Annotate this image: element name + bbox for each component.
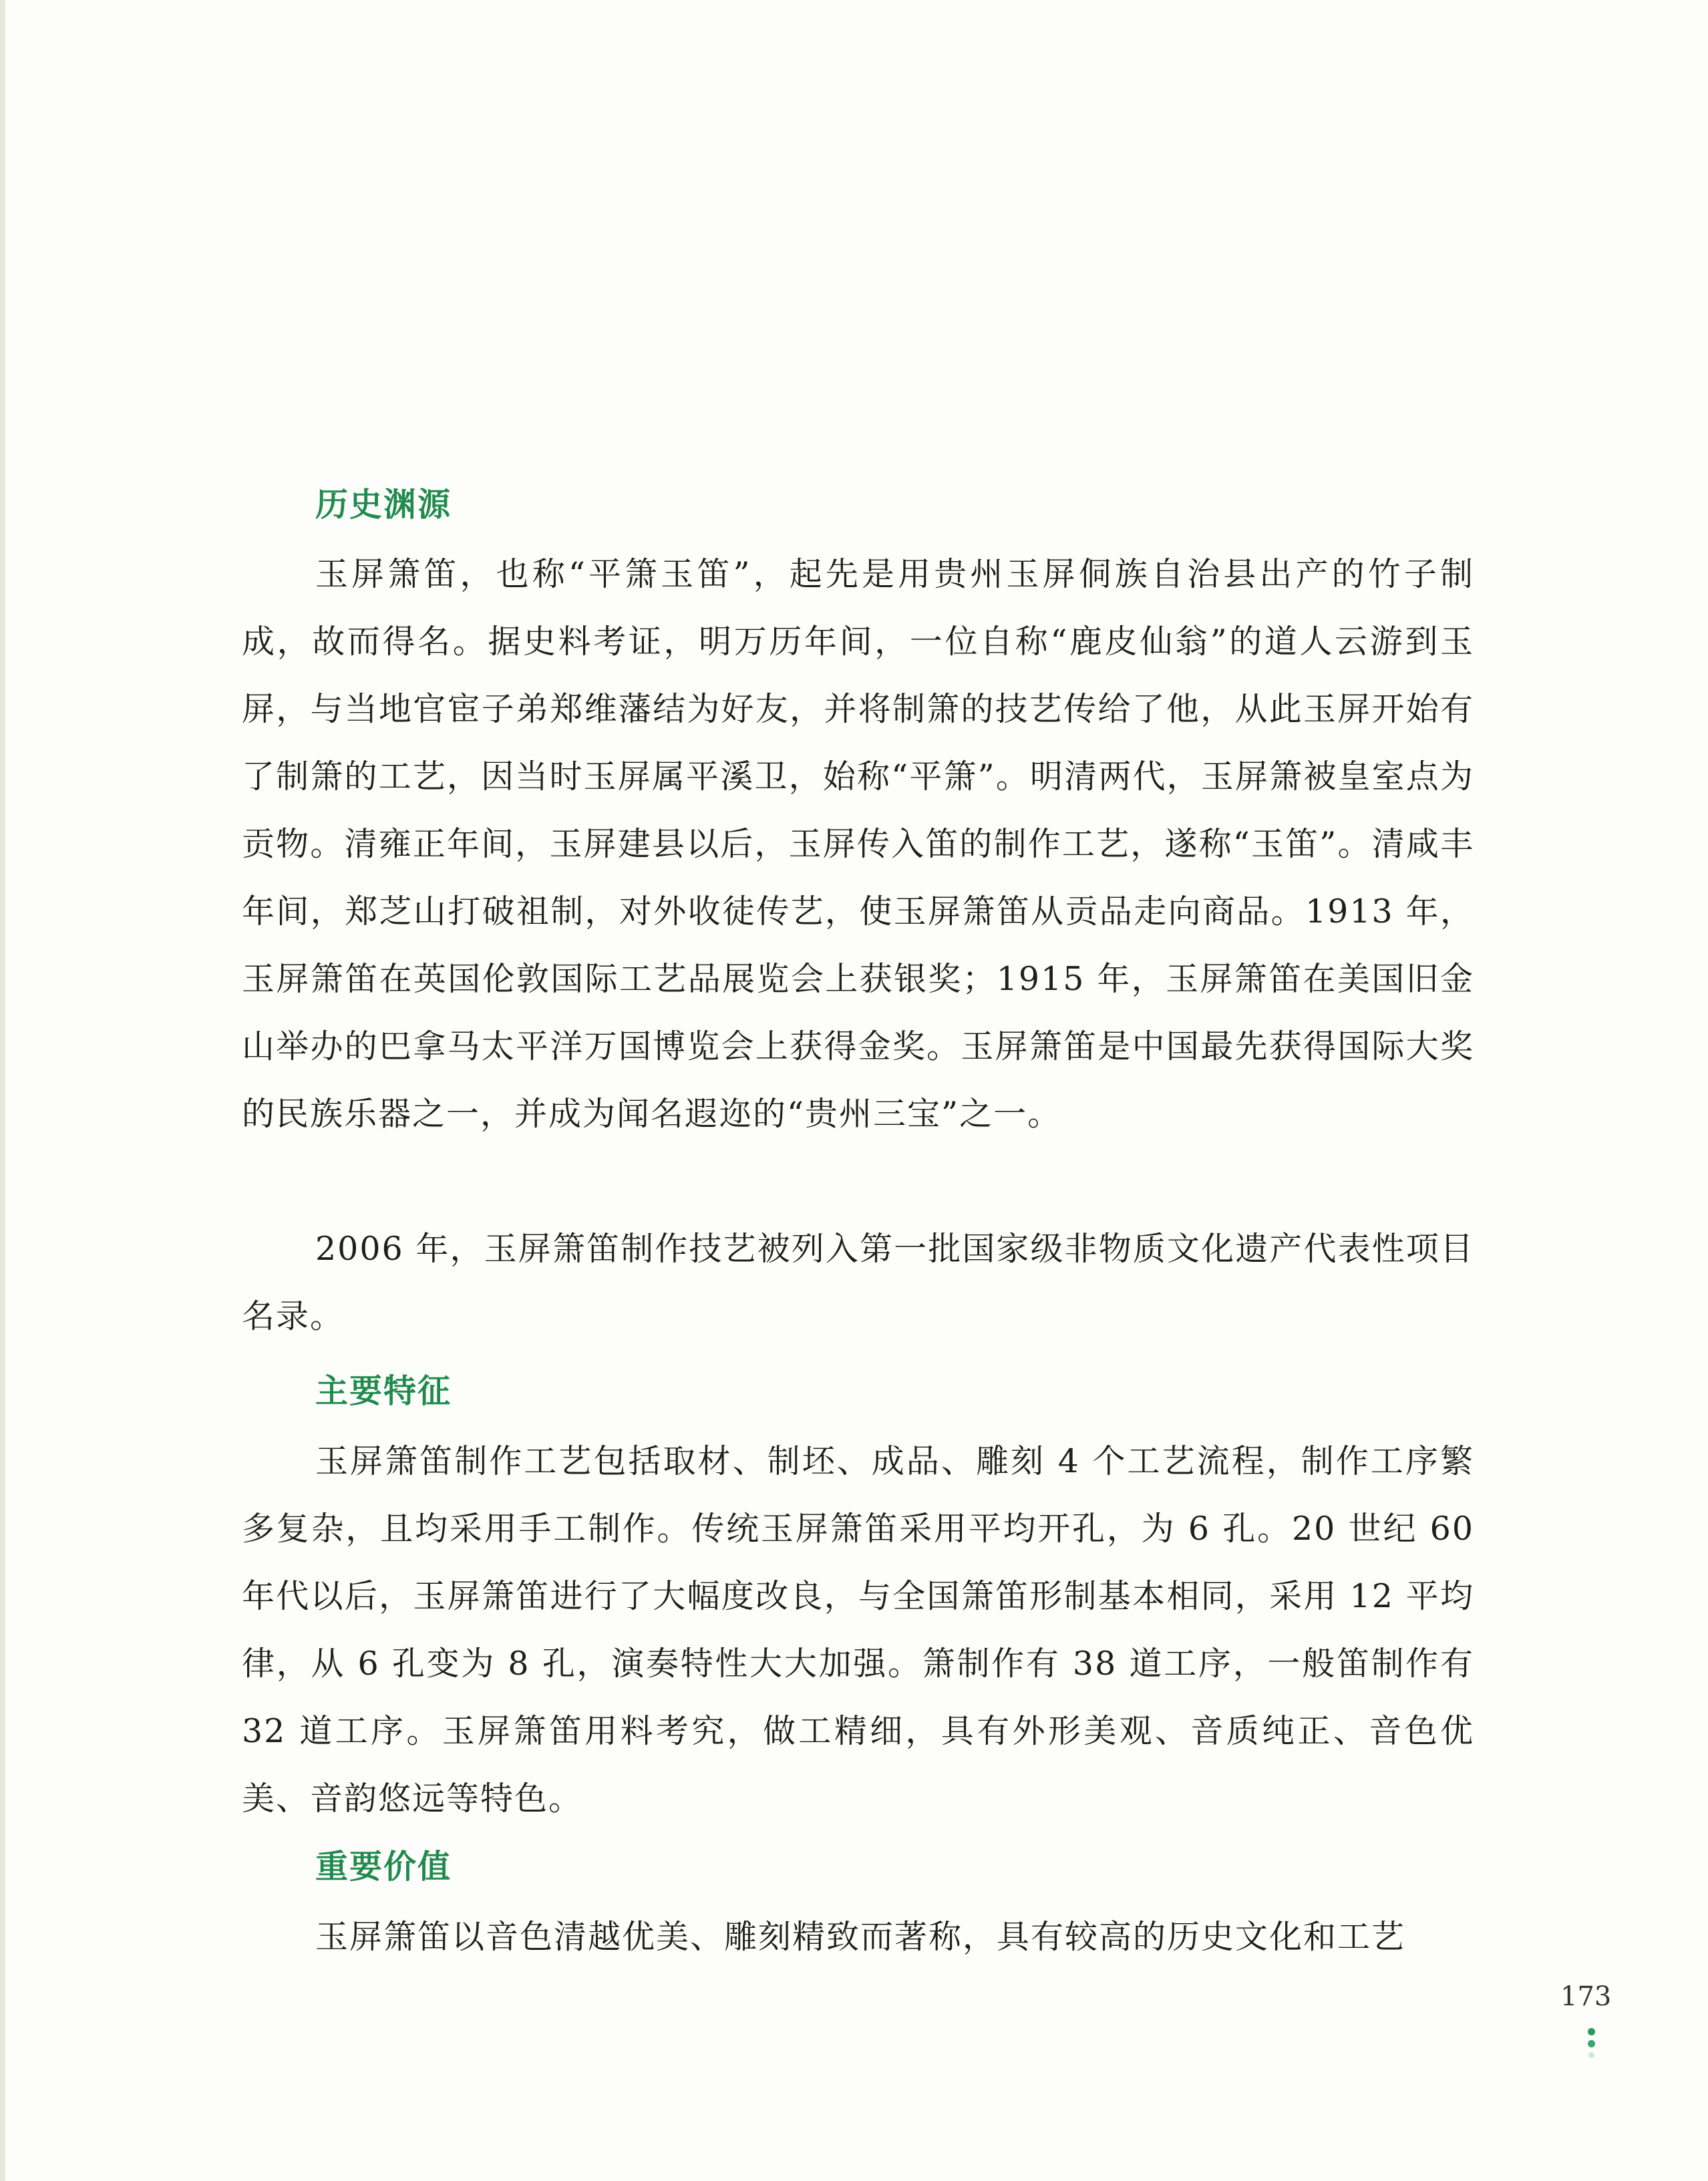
paragraph-history-2: 2006 年，玉屏箫笛制作技艺被列入第一批国家级非物质文化遗产代表性项目名录。 <box>242 1230 1474 1335</box>
paragraph-value-1: 玉屏箫笛以音色清越优美、雕刻精致而著称，具有较高的历史文化和工艺 <box>315 1918 1406 1956</box>
section-heading-value: 重要价值 <box>315 1848 452 1886</box>
page-number: 173 <box>1560 1981 1612 2012</box>
section-heading-features: 主要特征 <box>315 1372 452 1410</box>
section-heading-history: 历史渊源 <box>315 486 452 524</box>
page-dot-2 <box>1588 2040 1595 2047</box>
page-dot-1 <box>1588 2028 1595 2035</box>
paragraph-features-1: 玉屏箫笛制作工艺包括取材、制坯、成品、雕刻 4 个工艺流程，制作工序繁多复杂，且均采用手工制作。传统玉屏箫笛采用平均开孔，为 6 孔。20 世纪 60 年代以后，玉屏箫笛进行了大幅度改良，与全国箫笛形制基本相同，采用 12 平均律，从 6 孔变为 8 孔，演奏特性大大加强。箫制作有 38 道工序，一般笛制作有 32 道工序。玉屏箫笛用料考究，做工精细，具有外形美观、音质纯正、音色优美、音韵悠远等特色。 <box>242 1442 1474 1818</box>
paragraph-history-1: 玉屏箫笛，也称“平箫玉笛”，起先是用贵州玉屏侗族自治县出产的竹子制成，故而得名。据史料考证，明万历年间，一位自称“鹿皮仙翁”的道人云游到玉屏，与当地官宦子弟郑维藩结为好友，并将制箫的技艺传给了他，从此玉屏开始有了制箫的工艺，因当时玉屏属平溪卫，始称“平箫”。明清两代，玉屏箫被皇室点为贡物。清雍正年间，玉屏建县以后，玉屏传入笛的制作工艺，遂称“玉笛”。清咸丰年间，郑芝山打破祖制，对外收徒传艺，使玉屏箫笛从贡品走向商品。1913 年，玉屏箫笛在英国伦敦国际工艺品展览会上获银奖；1915 年，玉屏箫笛在美国旧金山举办的巴拿马太平洋万国博览会上获得金奖。玉屏箫笛是中国最先获得国际大奖的民族乐器之一，并成为闻名遐迩的“贵州三宝”之一。 <box>242 555 1474 1133</box>
page-dot-3 <box>1588 2052 1594 2058</box>
page-edge <box>0 0 5 2181</box>
